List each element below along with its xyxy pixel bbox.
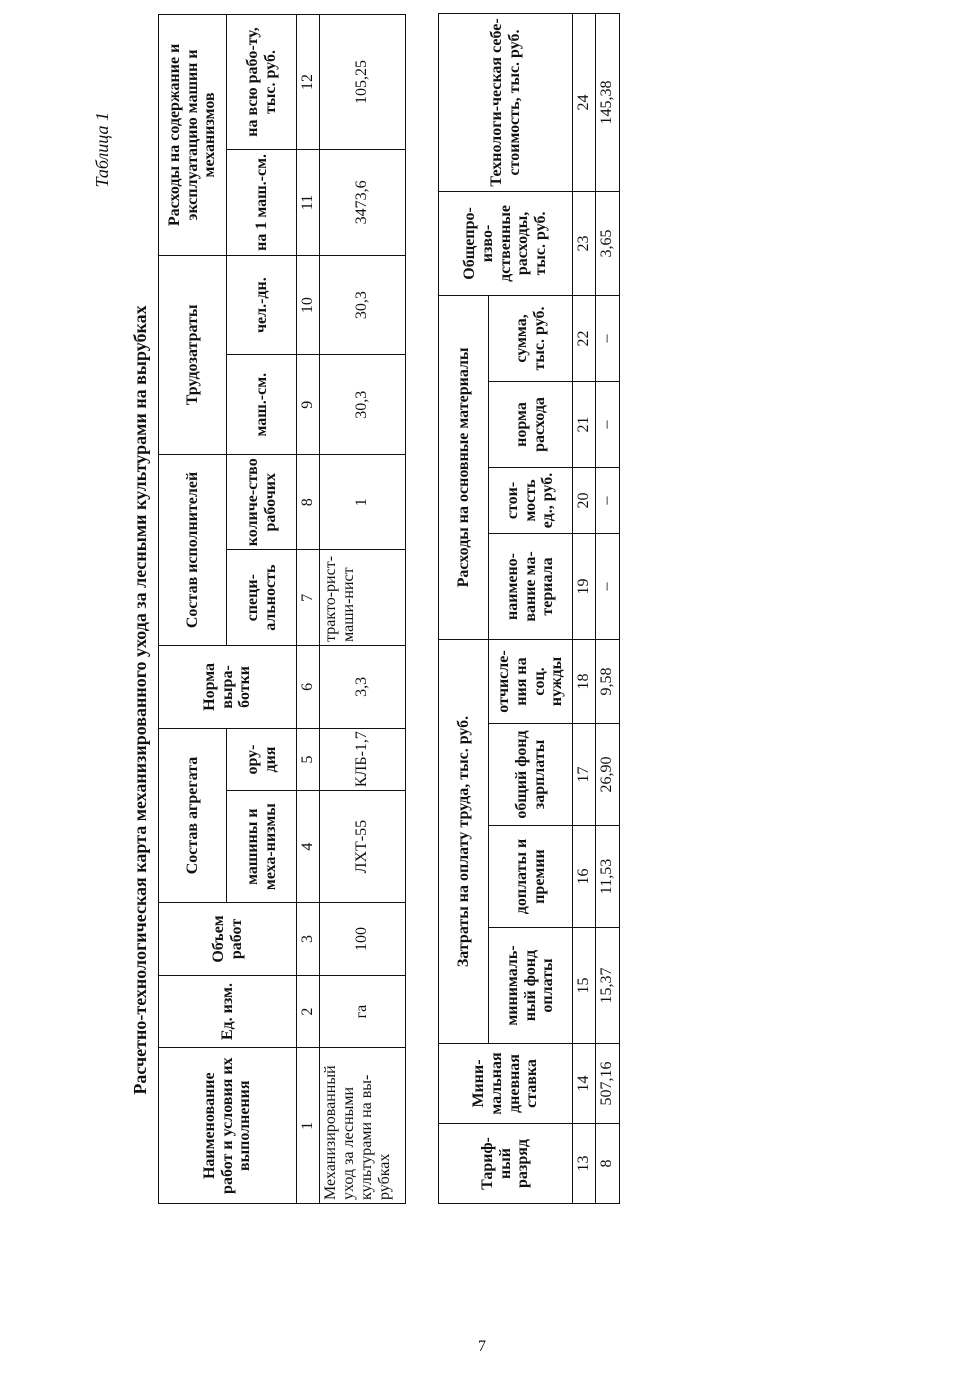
col-num: 4 bbox=[297, 791, 320, 903]
col-num: 2 bbox=[297, 975, 320, 1048]
header-expenses: Расходы на содержание и эксплуатацию машин и механизмов bbox=[159, 15, 227, 256]
col-num: 5 bbox=[297, 728, 320, 790]
col-num: 8 bbox=[297, 455, 320, 550]
header-total-fund: общий фонд зарплаты bbox=[489, 724, 573, 826]
header-grade: Тариф-ный разряд bbox=[439, 1124, 573, 1204]
cell-overhead: 3,65 bbox=[595, 191, 619, 295]
cell-social: 9,58 bbox=[595, 639, 619, 723]
cell-mat-name: – bbox=[595, 533, 619, 639]
cell-speciality: тракто-рист-маши-нист bbox=[319, 550, 405, 645]
header-machines: машины и меха-низмы bbox=[227, 791, 297, 903]
col-num: 1 bbox=[297, 1048, 320, 1204]
header-labor: Трудозатраты bbox=[159, 255, 227, 454]
header-social: отчисле-ния на соц. нужды bbox=[489, 639, 573, 723]
header-mach-shifts: маш.-см. bbox=[227, 355, 297, 455]
header-mat-name: наимено-вание ма-териала bbox=[489, 533, 573, 639]
column-numbers-row bbox=[573, 13, 596, 1203]
header-norm: Норма выра-ботки bbox=[159, 645, 297, 728]
page-number: 7 bbox=[478, 1338, 486, 1355]
col-num: 21 bbox=[573, 381, 596, 467]
header-mat-norm: норма расхода bbox=[489, 381, 573, 467]
document-title: Расчетно-технологическая карта механизированного ухода за лесными культурами на вырубках bbox=[130, 305, 150, 1095]
header-materials: Расходы на основные материалы bbox=[439, 295, 489, 639]
cell-total-fund: 26,90 bbox=[595, 724, 619, 826]
col-num: 11 bbox=[297, 150, 320, 256]
col-num: 10 bbox=[297, 255, 320, 355]
tech-card-table-1 bbox=[158, 14, 406, 1204]
cell-min-rate: 507,16 bbox=[595, 1044, 619, 1124]
col-num: 19 bbox=[573, 533, 596, 639]
cell-min-fund: 15,37 bbox=[595, 928, 619, 1044]
header-volume: Объем работ bbox=[159, 903, 297, 976]
cell-machines: ЛХТ-55 bbox=[319, 791, 405, 903]
header-name: Наименование работ и условия их выполнения bbox=[159, 1048, 297, 1204]
tech-card-table-2 bbox=[438, 13, 620, 1204]
header-total: на всю рабо-ту, тыс. руб. bbox=[227, 15, 297, 150]
cell-workers: 1 bbox=[319, 455, 405, 550]
col-num: 16 bbox=[573, 826, 596, 928]
header-overhead: Общепро-изво-дственные расходы, тыс. руб. bbox=[439, 191, 573, 295]
header-staff: Состав исполнителей bbox=[159, 455, 227, 646]
header-bonus: доплаты и премии bbox=[489, 826, 573, 928]
header-mat-sum: сумма, тыс. руб. bbox=[489, 295, 573, 381]
cell-per-shift: 3473,6 bbox=[319, 150, 405, 256]
header-speciality: специ-альность bbox=[227, 550, 297, 645]
header-labor-costs: Затраты на оплату труда, тыс. руб. bbox=[439, 639, 489, 1043]
cell-cost: 145,38 bbox=[595, 13, 619, 191]
header-per-shift: на 1 маш.-см. bbox=[227, 150, 297, 256]
col-num: 17 bbox=[573, 724, 596, 826]
col-num: 15 bbox=[573, 928, 596, 1044]
header-min-rate: Мини-мальная дневная ставка bbox=[439, 1044, 573, 1124]
header-workers: количе-ство рабочих bbox=[227, 455, 297, 550]
cell-total: 105,25 bbox=[319, 15, 405, 150]
cell-mat-sum: – bbox=[595, 295, 619, 381]
col-num: 9 bbox=[297, 355, 320, 455]
col-num: 7 bbox=[297, 550, 320, 645]
table-row bbox=[595, 13, 619, 1203]
header-cost: Технологи-ческая себе-стоимость, тыс. руб. bbox=[439, 13, 573, 191]
header-min-fund: минималь-ный фонд оплаты bbox=[489, 928, 573, 1044]
header-tools: ору-дия bbox=[227, 728, 297, 790]
header-unit: Ед. изм. bbox=[159, 975, 297, 1048]
cell-bonus: 11,53 bbox=[595, 826, 619, 928]
col-num: 12 bbox=[297, 15, 320, 150]
col-num: 20 bbox=[573, 467, 596, 533]
col-num: 3 bbox=[297, 903, 320, 976]
cell-grade: 8 bbox=[595, 1124, 619, 1204]
header-aggregate: Состав агрегата bbox=[159, 728, 227, 902]
column-numbers-row bbox=[297, 15, 320, 1204]
cell-man-days: 30,3 bbox=[319, 255, 405, 355]
cell-mat-cost: – bbox=[595, 467, 619, 533]
rotated-page-content bbox=[92, 18, 640, 1300]
table-caption: Таблица 1 bbox=[92, 112, 112, 188]
table-row bbox=[319, 15, 405, 1204]
cell-tools: КЛБ-1,7 bbox=[319, 728, 405, 790]
col-num: 22 bbox=[573, 295, 596, 381]
cell-volume: 100 bbox=[319, 903, 405, 976]
col-num: 24 bbox=[573, 13, 596, 191]
col-num: 18 bbox=[573, 639, 596, 723]
cell-name: Механизированный уход за лесными культурами на вы-рубках bbox=[319, 1048, 405, 1204]
col-num: 14 bbox=[573, 1044, 596, 1124]
cell-unit: га bbox=[319, 975, 405, 1048]
cell-mach-shifts: 30,3 bbox=[319, 355, 405, 455]
cell-mat-norm: – bbox=[595, 381, 619, 467]
col-num: 13 bbox=[573, 1124, 596, 1204]
header-man-days: чел.-дн. bbox=[227, 255, 297, 355]
col-num: 6 bbox=[297, 645, 320, 728]
header-mat-cost: стои-мость ед., руб. bbox=[489, 467, 573, 533]
col-num: 23 bbox=[573, 191, 596, 295]
cell-norm: 3,3 bbox=[319, 645, 405, 728]
